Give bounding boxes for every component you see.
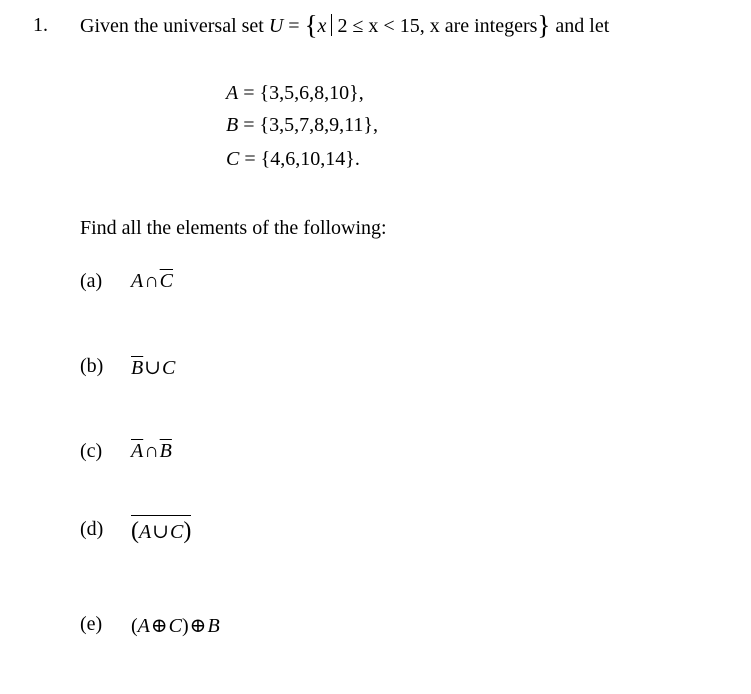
set-a-definition bbox=[226, 82, 364, 105]
part-e-label: (e) bbox=[80, 613, 103, 635]
intersection-symbol: ∩ bbox=[144, 270, 159, 292]
set-a-symbol: A bbox=[226, 82, 239, 104]
part-c-right-complement: $\overline{B}$ bbox=[159, 440, 172, 462]
set-condition: 2 ≤ x < 15, x are integers bbox=[337, 15, 538, 37]
open-paren: ( bbox=[131, 518, 139, 544]
open-paren: ( bbox=[131, 615, 138, 637]
intro-prefix: Given the universal set bbox=[80, 15, 269, 37]
part-e-right: C bbox=[168, 615, 182, 637]
part-a-right-complement: $\overline{C}$ bbox=[159, 270, 174, 292]
open-brace: { bbox=[304, 10, 318, 40]
part-d-expression bbox=[131, 518, 191, 545]
set-b-symbol: B bbox=[226, 114, 239, 136]
intersection-symbol: ∩ bbox=[144, 440, 159, 462]
set-a-equals: = bbox=[238, 82, 260, 104]
part-d-right: C bbox=[169, 521, 184, 543]
set-variable: x bbox=[317, 15, 327, 37]
part-d-left: A bbox=[139, 521, 152, 543]
such-that-bar bbox=[331, 14, 332, 36]
set-c-definition bbox=[226, 148, 360, 171]
part-b-label: (b) bbox=[80, 355, 104, 377]
part-c-label: (c) bbox=[80, 440, 103, 462]
set-c-elements: {4,6,10,14}. bbox=[260, 148, 360, 170]
part-b-expression bbox=[131, 355, 175, 380]
set-c-symbol: C bbox=[226, 148, 240, 170]
set-b-equals: = bbox=[238, 114, 260, 136]
part-c-left-complement: $\overline{A}$ bbox=[131, 440, 144, 462]
instruction-text: Find all the elements of the following: bbox=[80, 217, 387, 239]
part-e-third: B bbox=[207, 615, 220, 637]
part-a-left: A bbox=[131, 270, 144, 292]
complement-overline bbox=[131, 515, 191, 545]
question-number: 1. bbox=[33, 14, 48, 36]
set-b-elements: {3,5,7,8,9,11}, bbox=[259, 114, 378, 136]
close-paren: ) bbox=[182, 615, 189, 637]
part-e-left: A bbox=[137, 615, 150, 637]
close-paren: ) bbox=[183, 518, 192, 544]
set-b-definition bbox=[226, 114, 378, 137]
set-a-elements: {3,5,6,8,10}, bbox=[259, 82, 364, 104]
part-b-left-complement: $\overline{B}$ bbox=[131, 357, 144, 379]
part-a-label: (a) bbox=[80, 270, 103, 292]
part-c-expression bbox=[131, 440, 172, 463]
part-b-right: C bbox=[161, 357, 176, 379]
union-symbol: ∪ bbox=[144, 357, 161, 379]
part-d-label: (d) bbox=[80, 518, 104, 540]
intro-suffix: and let bbox=[550, 15, 610, 37]
part-e-expression bbox=[131, 613, 220, 638]
set-c-equals: = bbox=[239, 148, 261, 170]
part-a-expression bbox=[131, 270, 173, 293]
universal-set-statement bbox=[80, 10, 610, 40]
close-brace: } bbox=[537, 10, 551, 40]
symmetric-difference-symbol: ⊕ bbox=[189, 615, 207, 637]
union-symbol: ∪ bbox=[152, 521, 169, 543]
symmetric-difference-symbol: ⊕ bbox=[150, 615, 168, 637]
universe-symbol: U bbox=[268, 15, 284, 37]
equals-sign: = bbox=[283, 15, 305, 37]
